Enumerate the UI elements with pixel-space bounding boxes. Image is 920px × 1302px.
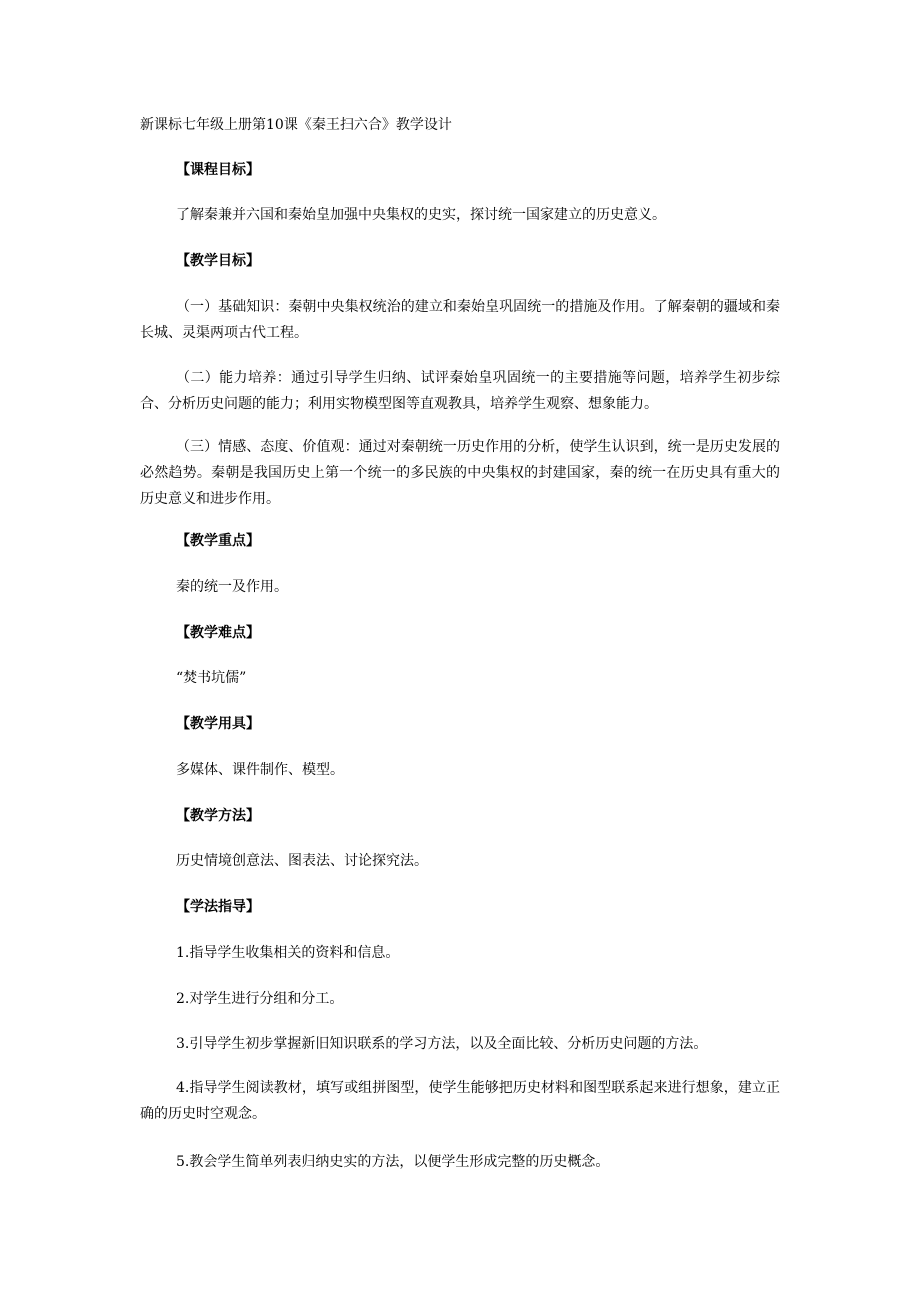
heading-methods: 【教学方法】 (176, 808, 260, 824)
study-guide-item-4: 4.指导学生阅读教材，填写或组拼图型，使学生能够把历史材料和图型联系起来进行想象，建立正确的历史时空观念。 (140, 1080, 780, 1122)
teaching-goal-item-1: （一）基础知识：秦朝中央集权统治的建立和秦始皇巩固统一的措施及作用。了解秦朝的疆域和秦长城、灵渠两项古代工程。 (140, 299, 780, 341)
heading-course-goal: 【课程目标】 (176, 162, 260, 178)
document-title: 新课标七年级上册第10课《秦王扫六合》教学设计 (140, 117, 452, 133)
study-guide-item-1: 1.指导学生收集相关的资料和信息。 (176, 945, 400, 961)
heading-teaching-goal: 【教学目标】 (176, 253, 260, 269)
teaching-goal-item-2: （二）能力培养：通过引导学生归纳、试评秦始皇巩固统一的主要措施等问题，培养学生初步综合、分析历史问题的能力；利用实物模型图等直观教具，培养学生观察、想象能力。 (140, 370, 780, 412)
difficulty-text: “焚书坑儒” (176, 670, 247, 686)
heading-study-guide: 【学法指导】 (176, 899, 260, 915)
course-goal-text: 了解秦兼并六国和秦始皇加强中央集权的史实，探讨统一国家建立的历史意义。 (176, 207, 666, 223)
heading-tools: 【教学用具】 (176, 716, 260, 732)
study-guide-item-5: 5.教会学生简单列表归纳史实的方法，以便学生形成完整的历史概念。 (176, 1154, 610, 1170)
study-guide-item-2: 2.对学生进行分组和分工。 (176, 991, 344, 1007)
heading-key-point: 【教学重点】 (176, 533, 260, 549)
methods-text: 历史情境创意法、图表法、讨论探究法。 (176, 853, 428, 869)
tools-text: 多媒体、课件制作、模型。 (176, 762, 344, 778)
teaching-goal-item-3: （三）情感、态度、价值观：通过对秦朝统一历史作用的分析，使学生认识到，统一是历史发展的必然趋势。秦朝是我国历史上第一个统一的多民族的中央集权的封建国家，秦的统一在历史具有重大的历史意义和进步作用。 (140, 439, 780, 507)
key-point-text: 秦的统一及作用。 (176, 579, 288, 595)
heading-difficulty: 【教学难点】 (176, 625, 260, 641)
study-guide-item-3: 3.引导学生初步掌握新旧知识联系的学习方法，以及全面比较、分析历史问题的方法。 (176, 1036, 708, 1052)
